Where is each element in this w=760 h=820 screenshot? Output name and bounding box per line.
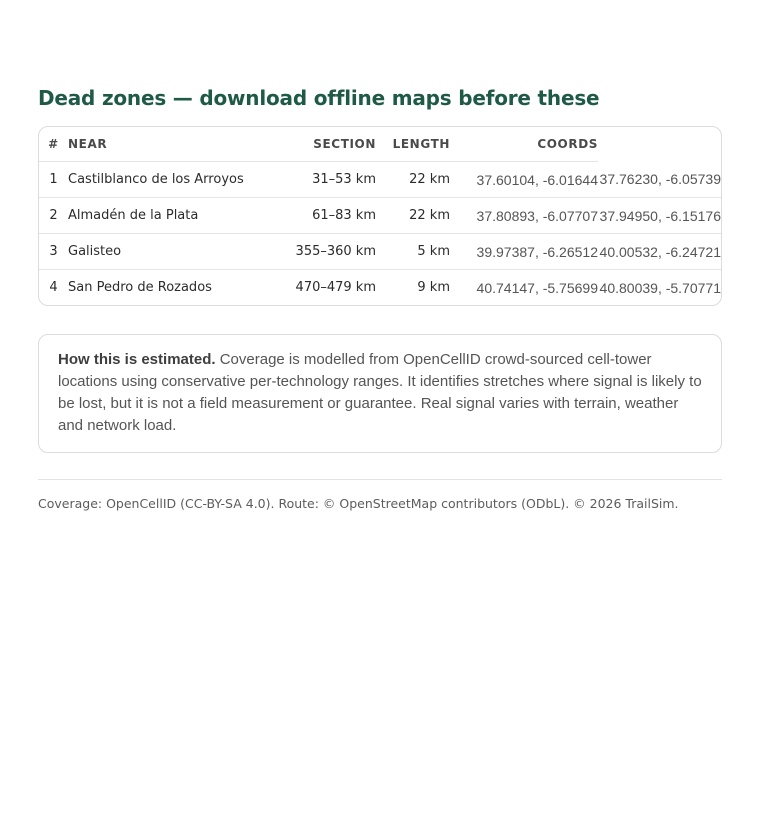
row-section: 355–360 km — [248, 234, 376, 270]
row-near: Castilblanco de los Arroyos — [68, 162, 248, 198]
header-near: NEAR — [68, 127, 248, 162]
dead-zones-table — [39, 127, 722, 305]
header-index: # — [39, 127, 68, 162]
row-coord-end: 40.80039, -5.70771 — [599, 279, 721, 296]
estimation-note — [38, 334, 722, 453]
row-coord-start: 40.74147, -5.75699 — [476, 279, 598, 296]
row-near: Almadén de la Plata — [68, 198, 248, 234]
row-coord-start: 39.97387, -6.26512 — [450, 234, 598, 270]
row-coord-start: 37.80893, -6.07707 — [450, 198, 598, 234]
footer-attribution: Coverage: OpenCellID (CC-BY-SA 4.0). Route: © OpenStreetMap contributors (ODbL). © 2026 TrailSim. — [38, 496, 679, 511]
row-length: 22 km — [376, 198, 450, 234]
note-body: Coverage is modelled from OpenCellID crowd-sourced cell-tower locations using conservative per-technology ranges. It identifies stretches where signal is likely to be lost, but it is not a field measurement or guarantee. Real signal varies with terrain, weather and network load. — [58, 351, 702, 434]
row-coord-end: 37.76230, -6.05739 — [598, 162, 722, 198]
row-index: 2 — [39, 198, 68, 234]
row-section: 470–479 km — [295, 280, 376, 295]
header-section: SECTION — [248, 127, 376, 162]
row-near: San Pedro de Rozados — [68, 280, 212, 295]
row-coord-end: 40.00532, -6.24721 — [598, 234, 722, 270]
header-coords: COORDS — [450, 127, 598, 162]
row-length: 9 km — [417, 280, 450, 295]
footer-divider — [38, 479, 722, 480]
row-coord-end: 37.94950, -6.15176 — [598, 198, 722, 234]
row-length: 5 km — [376, 234, 450, 270]
dead-zones-table-card — [38, 126, 722, 306]
table-row — [39, 234, 722, 270]
row-index: 3 — [39, 234, 68, 270]
row-index: 4 — [49, 280, 58, 295]
row-index: 1 — [39, 162, 68, 198]
header-coords-spacer — [598, 127, 722, 162]
row-section: 61–83 km — [248, 198, 376, 234]
header-length: LENGTH — [376, 127, 450, 162]
row-length: 22 km — [376, 162, 450, 198]
table-header-row — [39, 127, 722, 162]
row-section: 31–53 km — [248, 162, 376, 198]
note-lead: How this is estimated. — [58, 351, 216, 368]
row-coord-start: 37.60104, -6.01644 — [450, 162, 598, 198]
page-title: Dead zones — download offline maps before these — [38, 86, 600, 110]
table-row — [39, 198, 722, 234]
table-row — [39, 162, 722, 198]
table-row — [39, 270, 722, 306]
row-near: Galisteo — [68, 234, 248, 270]
